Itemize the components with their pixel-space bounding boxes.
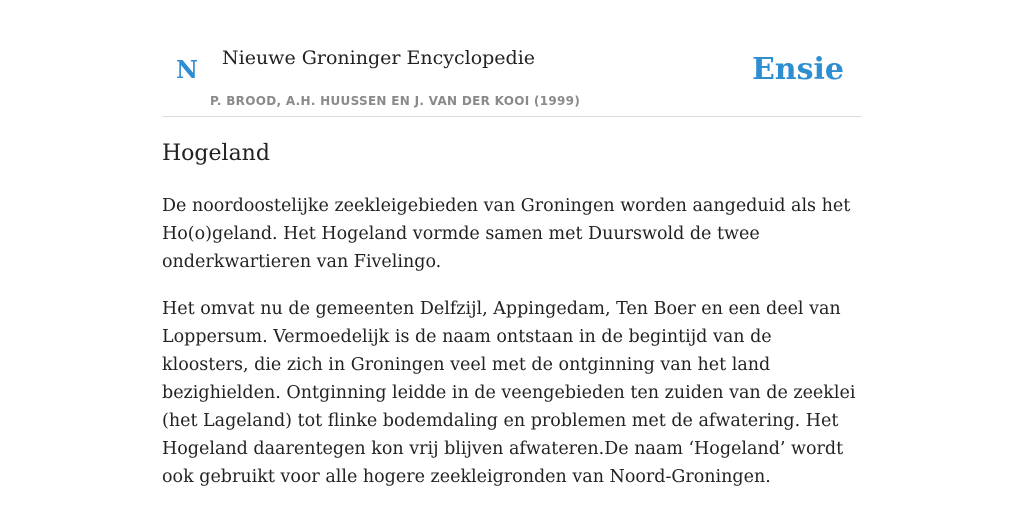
article-title: Hogeland (162, 141, 270, 166)
article-card (162, 0, 862, 512)
article-paragraph: Het omvat nu de gemeenten Delfzijl, Appingedam, Ten Boer en een deel van Loppersum. Vermoedelijk is de naam ontstaan in de begintijd van de kloosters, die zich in Groningen veel met de ontginning van het land bezighielden. Ontginning leidde in de veengebieden ten zuiden van de zeeklei (het Lageland) tot flinke bodemdaling en problemen met de afwatering. Het Hogeland daarentegen kon vrij blijven afwateren.De naam ‘Hogeland’ wordt ook gebruikt voor alle hogere zeekleigronden van Noord-Groningen. (162, 299, 856, 487)
ensie-logo[interactable]: Ensie (751, 52, 844, 87)
article-paragraph: De noordoostelijke zeekleigebieden van Groningen worden aangeduid als het Ho(o)geland. Het Hogeland vormde samen met Duurswold de twee onderkwartieren van Fivelingo. (162, 196, 851, 272)
encyclopedia-authors: P. BROOD, A.H. HUUSSEN EN J. VAN DER KOOI (1999) (210, 94, 581, 108)
article-body (162, 192, 862, 510)
encyclopedia-title[interactable]: Nieuwe Groninger Encyclopedie (222, 47, 536, 69)
encyclopedia-header (162, 0, 862, 117)
encyclopedia-logo-icon: N (176, 55, 198, 84)
